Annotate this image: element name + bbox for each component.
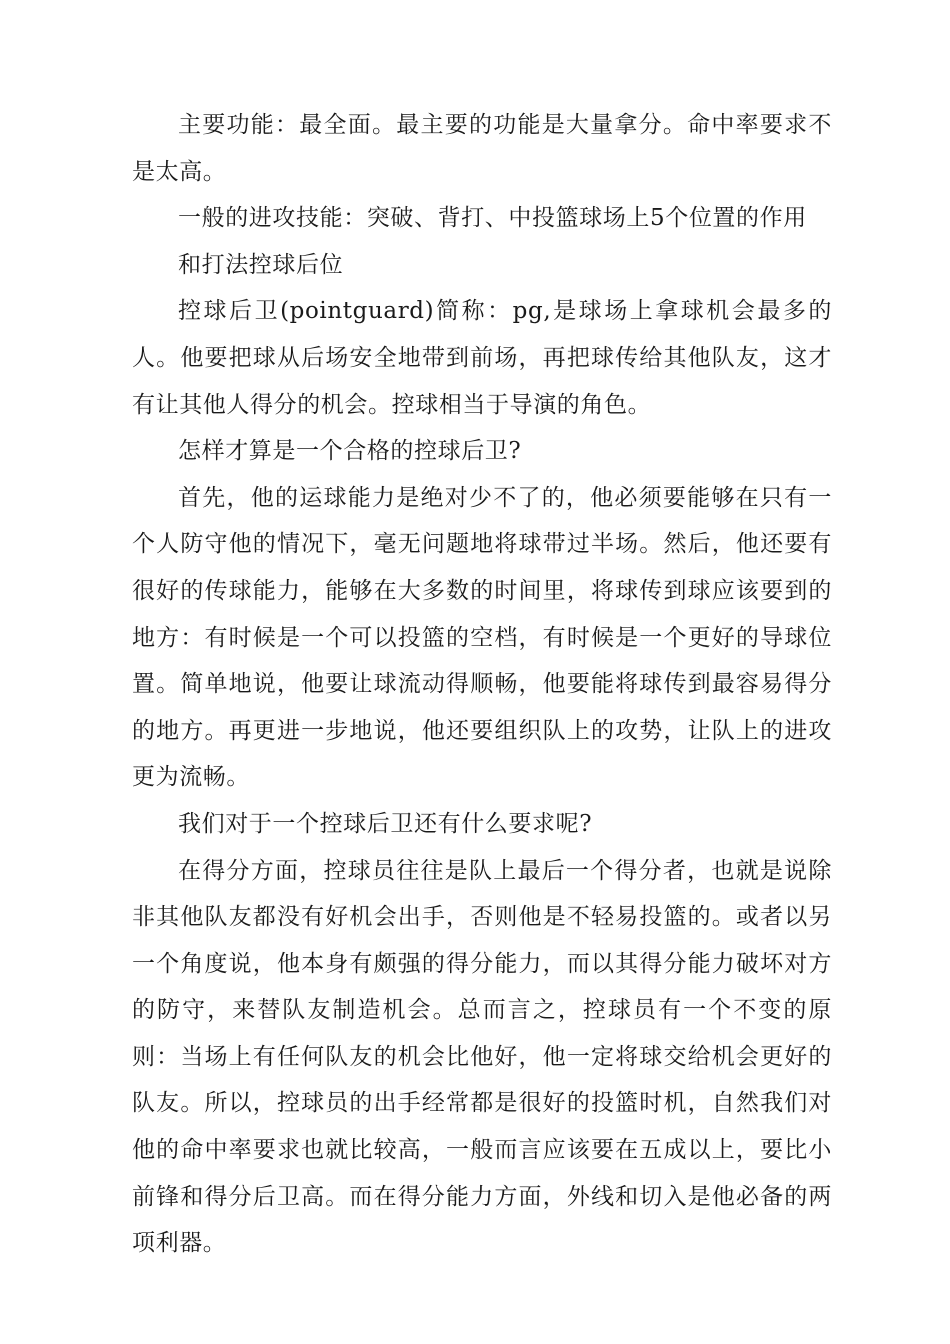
paragraph-scoring: 在得分方面，控球员往往是队上最后一个得分者，也就是说除非其他队友都没有好机会出手，否则他是不轻易投篮的。或者以另一个角度说，他本身有颇强的得分能力，而以其得分能力破坏对方的防守，来替队友制造机会。总而言之，控球员有一个不变的原则：当场上有任何队友的机会比他好，他一定将球交给机会更好的队友。所以，控球员的出手经常都是很好的投篮时机，自然我们对他的命中率要求也就比较高，一般而言应该要在五成以上，要比小前锋和得分后卫高。而在得分能力方面，外线和切入是他必备的两项利器。 [132, 857, 832, 1257]
paragraph-attack-skills: 一般的进攻技能：突破、背打、中投篮球场上5个位置的作用 [178, 205, 807, 232]
paragraph-scorer-function: 主要功能：最全面。最主要的功能是大量拿分。命中率要求不是太高。 [132, 112, 832, 185]
document-body [132, 102, 832, 1267]
paragraph-question-requirements: 我们对于一个控球后卫还有什么要求呢? [178, 810, 593, 837]
paragraph-section-heading: 和打法控球后位 [178, 251, 344, 278]
paragraph-point-guard-intro: 控球后卫(pointguard)简称：pg,是球场上拿球机会最多的人。他要把球从后场安全地带到前场，再把球传给其他队友，这才有让其他人得分的机会。控球相当于导演的角色。 [132, 298, 832, 418]
paragraph-dribbling-passing: 首先，他的运球能力是绝对少不了的，他必须要能够在只有一个人防守他的情况下，毫无问题地将球带过半场。然后，他还要有很好的传球能力，能够在大多数的时间里，将球传到球应该要到的地方：有时候是一个可以投篮的空档，有时候是一个更好的导球位置。简单地说，他要让球流动得顺畅，他要能将球传到最容易得分的地方。再更进一步地说，他还要组织队上的攻势，让队上的进攻更为流畅。 [132, 484, 832, 791]
paragraph-question-qualified: 怎样才算是一个合格的控球后卫? [178, 438, 522, 465]
